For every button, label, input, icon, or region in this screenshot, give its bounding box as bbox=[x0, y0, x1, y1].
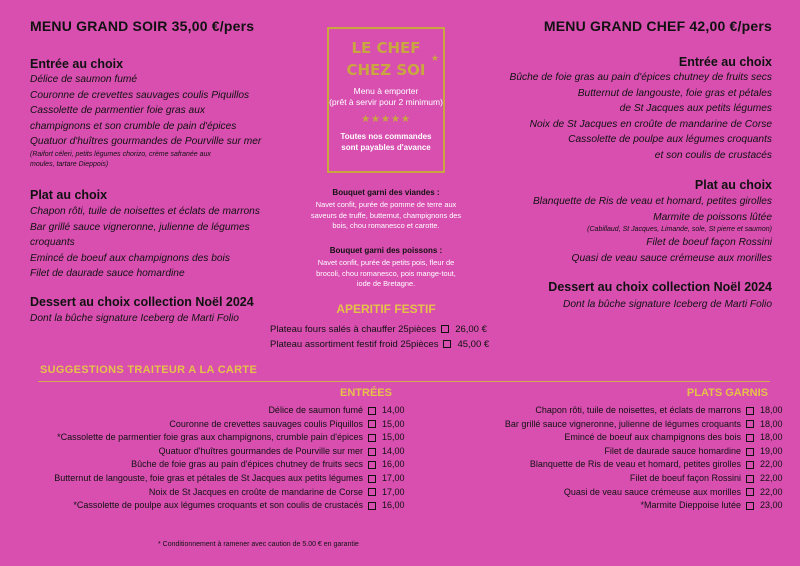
checkbox[interactable] bbox=[368, 407, 376, 415]
traiteur-entrees-heading: ENTRÉES bbox=[340, 387, 392, 399]
checkbox[interactable] bbox=[368, 448, 376, 456]
right-entree-heading: Entrée au choix bbox=[678, 55, 772, 69]
list-item bbox=[54, 418, 412, 432]
left-dessert-text: Dont la bûche signature Iceberg de Marti Folio bbox=[30, 313, 239, 324]
note-line: moules, tartare Dieppois) bbox=[30, 161, 109, 168]
left-plat-list bbox=[30, 204, 260, 282]
checkbox[interactable] bbox=[746, 448, 754, 456]
list-item: Cassolette de poulpe aux légumes croquants bbox=[568, 134, 772, 145]
item-label: Couronne de crevettes sauvages coulis Piquillos bbox=[169, 418, 363, 429]
list-item: Quasi de veau sauce crémeuse aux morilles bbox=[571, 252, 772, 264]
divider bbox=[38, 381, 770, 382]
star-icon: ★ bbox=[430, 53, 439, 63]
list-item bbox=[505, 431, 790, 445]
item-price: 45,00 € bbox=[457, 339, 490, 350]
bouquet-poissons-text bbox=[296, 258, 476, 290]
list-item: de St Jacques aux petits légumes bbox=[619, 103, 772, 114]
item-price: 16,00 bbox=[382, 459, 405, 470]
note-line: sont payables d'avance bbox=[341, 143, 431, 152]
item-label: Noix de St Jacques en croûte de mandarine de Corse bbox=[148, 486, 363, 497]
aperitif-item bbox=[270, 337, 489, 352]
left-menu-title: MENU GRAND SOIR 35,00 €/pers bbox=[30, 18, 255, 34]
checkbox[interactable] bbox=[368, 475, 376, 483]
left-dessert-heading: Dessert au choix collection Noël 2024 bbox=[30, 295, 254, 309]
list-item: Couronne de crevettes sauvages coulis Piquillos bbox=[30, 89, 250, 101]
checkbox[interactable] bbox=[368, 461, 376, 469]
list-item: Cassolette de parmentier foie gras aux bbox=[30, 105, 205, 116]
item-price: 15,00 bbox=[382, 418, 405, 429]
checkbox[interactable] bbox=[441, 325, 449, 333]
list-item: Marmite de poissons lûtée bbox=[653, 211, 772, 223]
list-item: Blanquette de Ris de veau et homard, petites girolles bbox=[533, 196, 772, 207]
checkbox[interactable] bbox=[368, 420, 376, 428]
item-price: 17,00 bbox=[382, 486, 405, 497]
right-dessert-heading: Dessert au choix collection Noël 2024 bbox=[548, 280, 772, 294]
item-price: 17,00 bbox=[382, 472, 405, 483]
list-item bbox=[54, 499, 412, 513]
item-label: Butternut de langouste, foie gras et pétales de St Jacques aux petits légumes bbox=[54, 472, 363, 483]
item-label: Bûche de foie gras au pain d'épices chutney de fruits secs bbox=[131, 459, 363, 470]
list-item bbox=[54, 486, 412, 500]
list-item: Butternut de langouste, foie gras et pétales bbox=[577, 87, 772, 99]
checkbox[interactable] bbox=[443, 340, 451, 348]
list-item bbox=[505, 418, 790, 432]
traiteur-plats-list bbox=[505, 404, 790, 513]
right-menu-title: MENU GRAND CHEF 42,00 €/pers bbox=[543, 18, 772, 34]
item-label: Emincé de boeuf aux champignons des bois bbox=[564, 432, 741, 443]
checkbox[interactable] bbox=[746, 434, 754, 442]
list-item: Noix de St Jacques en croûte de mandarine de Corse bbox=[529, 118, 772, 130]
checkbox[interactable] bbox=[746, 475, 754, 483]
text-line: Navet confit, purée de pomme de terre aux bbox=[315, 200, 457, 209]
text-line: saveurs de truffe, butternut, champignons des bbox=[310, 210, 462, 220]
item-price: 22,00 bbox=[760, 472, 783, 483]
checkbox[interactable] bbox=[746, 420, 754, 428]
checkbox[interactable] bbox=[368, 502, 376, 510]
checkbox[interactable] bbox=[746, 502, 754, 510]
right-entree-list bbox=[510, 70, 772, 163]
list-item bbox=[54, 458, 412, 472]
left-entree-heading: Entrée au choix bbox=[30, 57, 124, 71]
right-plat-list-2 bbox=[572, 235, 772, 266]
checkbox[interactable] bbox=[368, 488, 376, 496]
list-item bbox=[54, 445, 412, 459]
logo-sub-line: (prêt à servir pour 2 minimum) bbox=[329, 97, 443, 107]
traiteur-title: SUGGESTIONS TRAITEUR A LA CARTE bbox=[40, 364, 258, 376]
item-price: 23,00 bbox=[760, 500, 783, 511]
logo-line: CHEZ SOI bbox=[346, 61, 426, 79]
item-label: Filet de boeuf façon Rossini bbox=[629, 472, 741, 483]
list-item: Quatuor d'huîtres gourmandes de Pourville sur mer bbox=[30, 136, 262, 147]
item-price: 19,00 bbox=[760, 445, 783, 456]
logo-box bbox=[327, 27, 445, 173]
left-entree-list bbox=[30, 72, 261, 150]
traiteur-plats-heading: PLATS GARNIS bbox=[686, 387, 768, 399]
item-price: 14,00 bbox=[382, 445, 405, 456]
list-item: et son coulis de crustacés bbox=[654, 149, 772, 161]
left-plat-heading: Plat au choix bbox=[30, 188, 108, 202]
bouquet-poissons-title: Bouquet garni des poissons : bbox=[329, 246, 443, 255]
item-label: *Marmite Dieppoise lutée bbox=[640, 500, 741, 511]
list-item bbox=[505, 445, 790, 459]
checkbox[interactable] bbox=[368, 434, 376, 442]
list-item: croquants bbox=[30, 237, 75, 248]
list-item bbox=[54, 431, 412, 445]
list-item: Filet de boeuf façon Rossini bbox=[646, 237, 772, 248]
right-plat-note: (Cabillaud, St Jacques, Limande, sole, St pierre et saumon) bbox=[587, 226, 772, 233]
item-price: 22,00 bbox=[760, 459, 783, 470]
list-item: Bar grillé sauce vigneronne, julienne de légumes bbox=[30, 221, 250, 233]
item-label: Blanquette de Ris de veau et homard, petites girolles bbox=[529, 459, 741, 470]
item-label: *Cassolette de poulpe aux légumes croquants et son coulis de crustacés bbox=[73, 500, 363, 511]
checkbox[interactable] bbox=[746, 407, 754, 415]
checkbox[interactable] bbox=[746, 461, 754, 469]
item-price: 14,00 bbox=[382, 405, 405, 415]
list-item: Bûche de foie gras au pain d'épices chutney de fruits secs bbox=[509, 72, 772, 83]
item-label: Quatuor d'huîtres gourmandes de Pourville sur mer bbox=[158, 445, 363, 456]
item-label: Quasi de veau sauce crémeuse aux morilles bbox=[563, 486, 741, 497]
item-label: *Cassolette de parmentier foie gras aux champignons, crumble pain d'épices bbox=[57, 432, 363, 443]
bouquet-viandes-text bbox=[296, 200, 476, 232]
item-label: Plateau assortiment festif froid 25pièces bbox=[270, 339, 439, 350]
right-plat-heading: Plat au choix bbox=[694, 178, 772, 192]
note-line: (Raifort céleri, petits légumes chorizo, crème safranée aux bbox=[30, 151, 211, 158]
list-item bbox=[54, 404, 412, 418]
rating-stars-icon: ★★★★★ bbox=[361, 114, 411, 125]
footnote: * Conditionnement à ramener avec caution de 5.00 € en garantie bbox=[158, 541, 359, 548]
left-entree-note bbox=[30, 150, 211, 170]
item-price: 18,00 bbox=[760, 432, 783, 443]
right-plat-list bbox=[533, 194, 772, 225]
list-item: Délice de saumon fumé bbox=[30, 74, 138, 85]
logo-title bbox=[329, 37, 443, 81]
item-label: Délice de saumon fumé bbox=[268, 405, 363, 415]
payment-note bbox=[329, 131, 443, 153]
right-dessert-text: Dont la bûche signature Iceberg de Marti Folio bbox=[563, 299, 772, 310]
text-line: Navet confit, purée de petits pois, fleur de bbox=[317, 258, 455, 267]
bouquet-viandes-title: Bouquet garni des viandes : bbox=[332, 188, 440, 197]
traiteur-entrees-list bbox=[54, 404, 412, 513]
item-label: Bar grillé sauce vigneronne, julienne de légumes croquants bbox=[504, 418, 741, 429]
text-line: iode de Bretagne. bbox=[356, 279, 416, 288]
item-label: Chapon rôti, tuile de noisettes, et éclats de marrons bbox=[535, 405, 741, 415]
logo-sub-line: Menu à emporter bbox=[353, 86, 419, 96]
item-price: 22,00 bbox=[760, 486, 783, 497]
aperitif-title: APERITIF FESTIF bbox=[336, 302, 436, 316]
list-item: Emincé de boeuf aux champignons des bois bbox=[30, 252, 230, 264]
list-item bbox=[505, 499, 790, 513]
list-item: Filet de daurade sauce homardine bbox=[30, 268, 185, 279]
item-label: Filet de daurade sauce homardine bbox=[604, 445, 741, 456]
list-item bbox=[505, 404, 790, 418]
list-item: Chapon rôti, tuile de noisettes et éclats de marrons bbox=[30, 206, 260, 217]
checkbox[interactable] bbox=[746, 488, 754, 496]
text-line: brocoli, chou romanesco, pois mange-tout, bbox=[316, 268, 456, 278]
item-price: 26,00 € bbox=[455, 324, 487, 335]
item-label: Plateau fours salés à chauffer 25pièces bbox=[270, 324, 437, 335]
logo-line: LE CHEF bbox=[351, 39, 421, 57]
aperitif-item bbox=[270, 322, 489, 337]
list-item bbox=[505, 472, 790, 486]
logo-subtitle bbox=[329, 86, 443, 108]
list-item bbox=[505, 486, 790, 500]
list-item: champignons et son crumble de pain d'épices bbox=[30, 120, 237, 132]
item-price: 18,00 bbox=[760, 405, 783, 415]
list-item bbox=[54, 472, 412, 486]
item-price: 15,00 bbox=[382, 432, 405, 443]
item-price: 18,00 bbox=[760, 418, 783, 429]
list-item bbox=[505, 458, 790, 472]
item-price: 16,00 bbox=[382, 500, 405, 511]
aperitif-list bbox=[270, 322, 489, 352]
note-line: Toutes nos commandes bbox=[340, 132, 432, 141]
text-line: bois, chou romanesco et carotte. bbox=[332, 221, 440, 230]
